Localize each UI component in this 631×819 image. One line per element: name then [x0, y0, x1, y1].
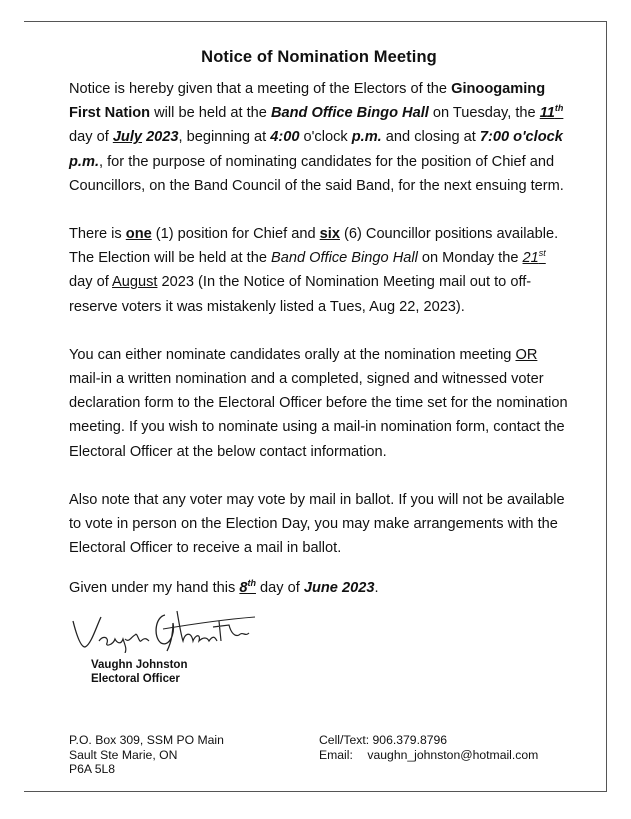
address-line: Sault Ste Marie, ON — [69, 747, 178, 762]
notice-document — [69, 48, 569, 686]
notice-title: Notice of Nomination Meeting — [201, 48, 437, 66]
venue-name: Band Office Bingo Hall — [270, 105, 429, 122]
start-time: 4:00 — [270, 129, 300, 146]
address-line: P.O. Box 309, SSM PO Main — [69, 733, 224, 747]
paragraph-given-under-hand — [69, 576, 569, 600]
start-time-pm: p.m. — [351, 129, 382, 146]
meeting-year: 2023 — [142, 129, 179, 146]
election-month: August — [112, 274, 158, 291]
email-label: Email: — [319, 747, 353, 762]
paragraph-positions — [69, 222, 569, 319]
text: day of — [69, 129, 113, 146]
text: , for the purpose of nominating candidates for the position of Chief and Councillors, on the Band Council of the said Band, for the next ensuing term. — [69, 153, 564, 194]
text: You can either nominate candidates orally at the nomination meeting — [69, 346, 516, 363]
text: (6) Councillor positions available. The Election will be held at the — [69, 226, 559, 267]
end-time: 7:00 o'clock p.m. — [69, 129, 563, 170]
text: and closing at — [381, 129, 480, 146]
councillor-count: six — [319, 226, 340, 243]
election-venue: Band Office Bingo Hall — [271, 250, 418, 267]
text: Notice is hereby given that a meeting of the Electors of the — [69, 81, 452, 97]
paragraph-meeting-details — [69, 77, 569, 198]
chief-count: one — [125, 226, 152, 243]
text: o'clock — [299, 129, 352, 146]
text: mail-in a written nomination and a completed, signed and witnessed voter declaration form to the Electoral Officer before the time set for the nomination meeting. If you wish to nominate using a mail-in nomination form, contact the Electoral Officer at the below contact information. — [69, 371, 568, 460]
first-nation-name: Ginoogaming First Nation — [69, 81, 546, 122]
handwritten-signature — [69, 607, 259, 653]
text: (1) position for Chief and — [151, 226, 320, 243]
signatory-name: Vaughn Johnston — [91, 658, 188, 671]
or-emphasis: OR — [515, 346, 538, 363]
phone-line — [319, 733, 579, 748]
text: There is — [69, 226, 126, 243]
signatory-role: Electoral Officer — [91, 672, 180, 685]
paragraph-mail-ballot: Also note that any voter may vote by mail in ballot. If you will not be available to vote in person on the Election Day, you may make arrangements with the Electoral Officer to receive a mail in ballot. — [69, 491, 565, 557]
text: day of — [69, 274, 113, 291]
mailing-address — [69, 733, 289, 777]
text: day of — [255, 580, 304, 597]
text: on Tuesday, the — [428, 105, 540, 122]
paragraph-nomination-methods — [69, 343, 569, 464]
signed-day: 8th — [239, 578, 256, 597]
email-address: vaughn_johnston@hotmail.com — [367, 747, 539, 762]
text: 2023 (In the Notice of Nomination Meeting mail out to off-reserve voters it was mistakenly listed a Tues, Aug 22, 2023). — [69, 274, 532, 315]
signed-month-year: June 2023 — [303, 580, 375, 597]
address-line: P6A 5L8 — [69, 762, 116, 776]
text: will be held at the — [150, 105, 271, 122]
text: Given under my hand this — [69, 580, 240, 597]
phone-number: 906.379.8796 — [372, 733, 448, 747]
email-line — [319, 748, 579, 763]
text: , beginning at — [178, 129, 271, 146]
text: . — [374, 580, 379, 597]
text: on Monday the — [417, 250, 523, 267]
meeting-day: 11th — [539, 103, 564, 122]
election-day: 21st — [522, 248, 546, 267]
phone-label: Cell/Text: — [319, 733, 370, 747]
meeting-month: July — [112, 129, 143, 146]
contact-details — [319, 733, 579, 762]
